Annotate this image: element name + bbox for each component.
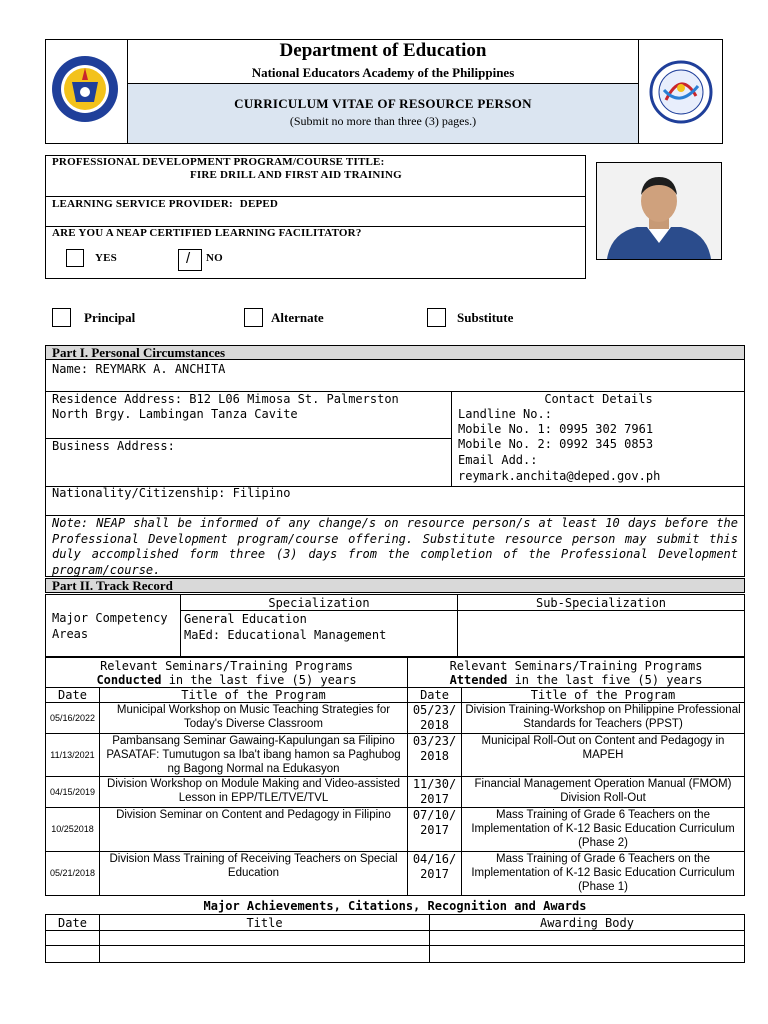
profile-photo (597, 163, 721, 259)
conducted-header (46, 658, 408, 688)
program-divider-1 (45, 196, 586, 197)
conducted-title: Division Seminar on Content and Pedagogy in Filipino (100, 808, 408, 852)
form-note: (Submit no more than three (3) pages.) (289, 114, 477, 128)
program-title-value: FIRE DRILL AND FIRST AID TRAINING (190, 169, 402, 181)
residence-line-1: Residence Address: B12 L06 Mimosa St. Palmerston (52, 392, 399, 406)
mobile2-field: Mobile No. 2: 0992 345 0853 (458, 437, 654, 451)
specialization-2: MaEd: Educational Management (184, 628, 387, 642)
attended-title: Mass Training of Grade 6 Teachers on the Implementation of K-12 Basic Education Curriculum (Phase 1) (462, 852, 745, 896)
attended-suffix: in the last five (5) years (507, 672, 703, 687)
email-label: Email Add.: (458, 453, 538, 467)
seminars-table (45, 657, 745, 896)
sub-specialization-values (458, 611, 745, 657)
photo-frame (596, 162, 722, 260)
conducted-bold: Conducted (96, 672, 162, 687)
conducted-date: 05/16/2022 (46, 703, 100, 734)
header-right-divider (638, 39, 639, 144)
attended-title: Financial Management Operation Manual (FMOM) Division Roll-Out (462, 777, 745, 808)
attended-date: 03/23/2018 (408, 734, 462, 777)
conducted-title: Division Workshop on Module Making and Video-assisted Lesson in EPP/TLE/TVE/TVL (100, 777, 408, 808)
no-check-mark: / (186, 250, 191, 267)
seminar-row (46, 777, 745, 808)
attended-date: 05/23/2018 (408, 703, 462, 734)
attended-title: Municipal Roll-Out on Content and Pedagogy in MAPEH (462, 734, 745, 777)
major-areas-cell (46, 595, 181, 657)
provider-label: LEARNING SERVICE PROVIDER: (52, 198, 233, 210)
contact-title: Contact Details (544, 392, 653, 406)
part2-heading: Part II. Track Record (52, 578, 173, 593)
specialization-1: General Education (184, 612, 307, 626)
name-field: Name: REYMARK A. ANCHITA (52, 362, 226, 376)
form-title: CURRICULUM VITAE OF RESOURCE PERSON (234, 96, 532, 111)
attended-bold: Attended (449, 672, 508, 687)
conducted-suffix: in the last five (5) years (161, 672, 357, 687)
ach-title-header: Title (100, 915, 430, 931)
conducted-date-header: Date (46, 688, 100, 703)
yes-checkbox[interactable] (66, 249, 84, 267)
landline-field: Landline No.: (458, 407, 552, 421)
competency-table (45, 594, 745, 657)
conducted-title: Division Mass Training of Receiving Teachers on Special Education (100, 852, 408, 896)
attended-title: Division Training-Workshop on Philippine Professional Standards for Teachers (PPST) (462, 703, 745, 734)
academy-title: National Educators Academy of the Philippines (251, 65, 515, 80)
conducted-date: 10/252018 (46, 808, 100, 852)
ach-body-header: Awarding Body (430, 915, 745, 931)
mobile1-field: Mobile No. 1: 0995 302 7961 (458, 422, 654, 436)
deped-seal-logo (50, 54, 120, 124)
specialization-values (181, 611, 458, 657)
attended-header (408, 658, 745, 688)
attended-date-header: Date (408, 688, 462, 703)
note-text: Note: NEAP shall be informed of any change/s on resource person/s at least 10 days before the Professional Development program/course offering. Substitute resource person may submit this duly accomplished form three (3) days from the completion of the Professional Development program/course. (52, 516, 738, 577)
attended-prefix: Relevant Seminars/Training Programs (449, 658, 703, 673)
seminar-row (46, 808, 745, 852)
ach-date-header: Date (46, 915, 100, 931)
email-value: reymark.anchita@deped.gov.ph (458, 469, 661, 483)
attended-title-header: Title of the Program (462, 688, 745, 703)
residence-line-2: North Brgy. Lambingan Tanza Cavite (52, 407, 298, 421)
conducted-date: 11/13/2021 (46, 734, 100, 777)
part1-heading: Part I. Personal Circumstances (52, 345, 226, 360)
department-title: Department of Education (279, 40, 487, 61)
neap-question: ARE YOU A NEAP CERTIFIED LEARNING FACILITATOR? (52, 227, 362, 239)
conducted-title-header: Title of the Program (100, 688, 408, 703)
business-address: Business Address: (52, 439, 175, 453)
achievements-heading: Major Achievements, Citations, Recognition and Awards (203, 899, 587, 913)
alternate-label: Alternate (271, 310, 324, 325)
conducted-title: Municipal Workshop on Music Teaching Strategies for Today's Diverse Classroom (100, 703, 408, 734)
provider-line (52, 198, 278, 210)
attended-date: 11/30/2017 (408, 777, 462, 808)
provider-value: DEPED (239, 198, 279, 210)
seminar-row (46, 852, 745, 896)
seminar-rows (46, 703, 745, 896)
substitute-label: Substitute (457, 310, 514, 325)
conducted-title: Pambansang Seminar Gawaing-Kapulungan sa Filipino PASATAF: Tumutugon sa Iba't ibang hamon sa Paghubog ng Bagong Normal na Edukasyon (100, 734, 408, 777)
conducted-date: 05/21/2018 (46, 852, 100, 896)
specialization-header: Specialization (181, 595, 458, 611)
sub-specialization-header: Sub-Specialization (458, 595, 745, 611)
principal-checkbox[interactable] (52, 308, 71, 327)
principal-label: Principal (84, 310, 136, 325)
no-checkbox[interactable] (178, 249, 202, 271)
conducted-prefix: Relevant Seminars/Training Programs (100, 658, 353, 673)
header-band (128, 83, 638, 143)
seminar-row (46, 703, 745, 734)
alternate-checkbox[interactable] (244, 308, 263, 327)
ach-empty-row (46, 946, 745, 963)
ach-empty-row (46, 931, 745, 946)
no-label: NO (206, 252, 223, 264)
conducted-date: 04/15/2019 (46, 777, 100, 808)
yes-label: YES (95, 252, 117, 264)
program-title-label: PROFESSIONAL DEVELOPMENT PROGRAM/COURSE TITLE: (52, 156, 385, 168)
seminar-row (46, 734, 745, 777)
nationality-field: Nationality/Citizenship: Filipino (52, 486, 291, 500)
attended-date: 07/10/2017 (408, 808, 462, 852)
achievements-table (45, 914, 745, 963)
neap-seal-logo (646, 60, 716, 124)
attended-date: 04/16/2017 (408, 852, 462, 896)
major-areas-label: Major Competency Areas (52, 610, 168, 641)
substitute-checkbox[interactable] (427, 308, 446, 327)
attended-title: Mass Training of Grade 6 Teachers on the Implementation of K-12 Basic Education Curriculum (Phase 2) (462, 808, 745, 852)
